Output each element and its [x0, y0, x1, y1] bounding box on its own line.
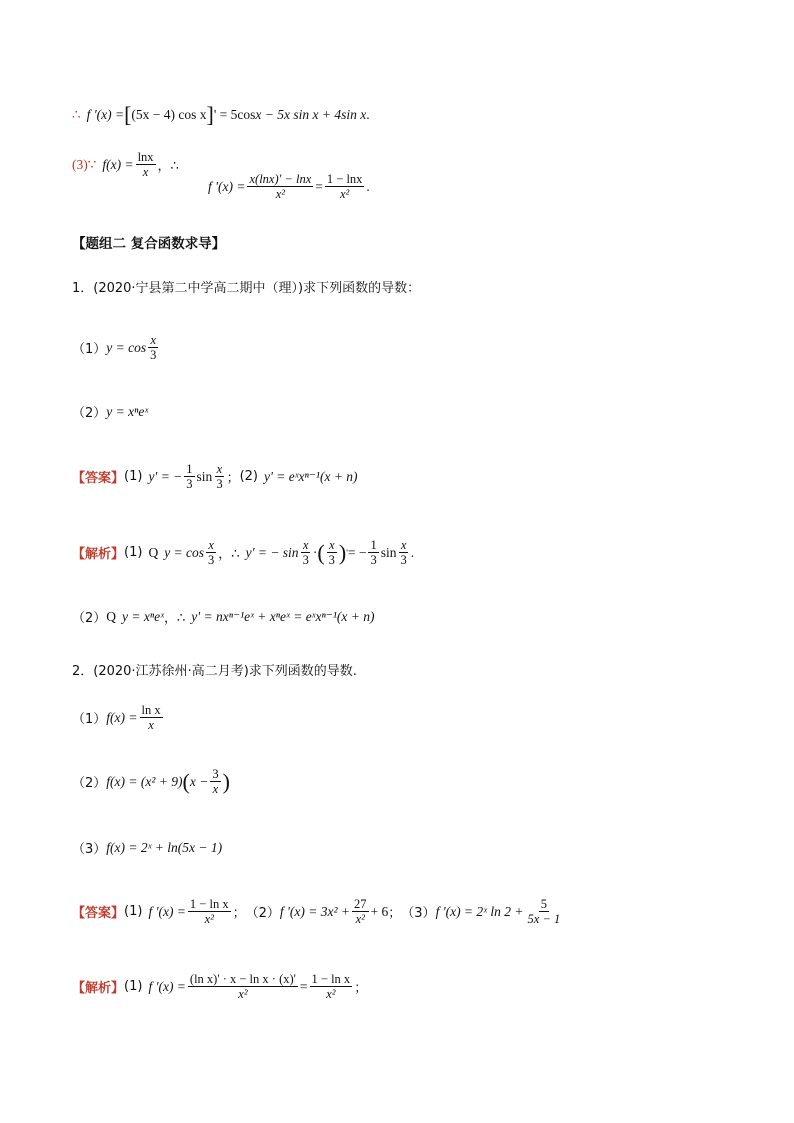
fraction: $\frac{\text{(ln x)' · x − ln x · (x)'}}{\text{x²}}$ — [189, 972, 296, 1002]
q1-part-2: （2） y = xⁿeˣ — [72, 403, 149, 421]
fraction: $\frac{1 - \ln x}{\text{x²}}$ — [326, 172, 363, 202]
fraction: $\frac{x}{3}$ — [208, 538, 215, 568]
fraction: $\frac{\text{1 − ln x}}{\text{x²}}$ — [189, 897, 229, 927]
fraction: $\frac{x}{3}$ — [400, 538, 407, 568]
q2-part-1: （1） f(x) = $\frac{\text{ln x}}{x}$ — [72, 703, 161, 733]
q1-answer: 【答案】 (1) y' = − $\frac{1}{3}$ sin $\frac{x}{3}$ ； (2) y' = eˣxⁿ⁻¹(x + n) — [72, 462, 358, 492]
expr-lhs: f '(x) = — [86, 107, 125, 122]
analysis-tag: 【解析】 — [72, 981, 125, 997]
bracket-close: ] — [206, 102, 214, 127]
fraction: $\frac{x(\ln x)' - \ln x}{\text{x²}}$ — [249, 172, 312, 202]
derivative-line-2 — [72, 104, 370, 126]
fraction: $\frac{27}{\text{x²}}$ — [354, 897, 367, 927]
q2-part-3: （3） f(x) = 2ˣ + ln(5x − 1) — [72, 839, 223, 857]
expr-tail: ' = 5cos — [213, 107, 256, 122]
fraction: $\frac{x}{3}$ — [150, 333, 157, 363]
answer-tag: 【答案】 — [72, 906, 125, 922]
equals: = — [315, 178, 323, 194]
answer-tag: 【答案】 — [72, 471, 125, 487]
q2-answer: 【答案】 (1) f '(x) = $\frac{\text{1 − ln x}}{\text{x²}}$ ； （2） f '(x) = 3x² + $\frac{27}{\text{x²}}$ + 6 ； （3） f '(x) = 2ˣ ln 2 + $\frac{5}{5x - 1}$ — [72, 897, 561, 927]
analysis-tag: 【解析】 — [72, 547, 125, 563]
expr-end: . — [366, 178, 370, 194]
q2-analysis-1: 【解析】 (1) f '(x) = $\frac{\text{(ln x)' · x − ln x · (x)'}}{\text{x²}}$ = $\frac{\text{1 − ln x}}{\text{x²}}$ ； — [72, 972, 368, 1002]
fraction: $\frac{x}{3}$ — [216, 462, 223, 492]
expr-end: . — [366, 107, 370, 122]
question-2-header: 2．(2020·江苏徐州·高二月考)求下列函数的导数. — [72, 664, 357, 679]
q2-part-2: （2） f(x) = (x² + 9) ( x − $\frac{3}{x}$ ) — [72, 767, 230, 797]
q1-analysis-1: 【解析】 (1) Q y = cos $\frac{x}{3}$ ，∴ y' = − sin $\frac{x}{3}$ · ( $\frac{x}{3}$ ) ' = − $\frac{1}{3}$ sin $\frac{x}{3}$ . — [72, 538, 415, 568]
fraction: $\frac{\text{ln x}}{x}$ — [141, 703, 161, 733]
expr-lhs: f(x) = — [102, 156, 134, 172]
expr-lhs2: f '(x) = — [208, 178, 246, 194]
fraction: $\frac{\text{1 − ln x}}{\text{x²}}$ — [311, 972, 351, 1002]
fraction: $\frac{x}{3}$ — [328, 538, 335, 568]
question-1-header: 1．(2020·宁县第二中学高二期中（理）)求下列函数的导数： — [72, 281, 421, 296]
q1-analysis-2: （2） Q y = xⁿeˣ ，∴ y' = nxⁿ⁻¹eˣ + xⁿeˣ = eˣxⁿ⁻¹(x + n) — [72, 608, 375, 626]
derivative-line-3 — [72, 150, 179, 180]
therefore-symbol: ∴ — [72, 107, 81, 122]
fraction: $\frac{x}{3}$ — [302, 538, 309, 568]
fraction: $\frac{\ln x}{x}$ — [137, 150, 154, 180]
fraction: $\frac{1}{3}$ — [370, 538, 377, 568]
expr-rest: x − 5x sin x + 4sin x — [255, 107, 367, 122]
bracket-open: [ — [124, 102, 132, 127]
expr-bracket-inner: (5x − 4) cos x — [131, 107, 207, 122]
part-label: (3)∵ — [72, 156, 97, 172]
fraction: $\frac{3}{x}$ — [212, 767, 219, 797]
q1-part-1: （1） y = cos $\frac{x}{3}$ — [72, 333, 157, 363]
fraction: $\frac{5}{5x - 1}$ — [527, 897, 561, 927]
separator: ，∴ — [157, 159, 179, 175]
fraction: $\frac{1}{3}$ — [186, 462, 193, 492]
derivative-line-3b — [208, 172, 370, 202]
section-title: 【题组二 复合函数求导】 — [72, 236, 226, 252]
